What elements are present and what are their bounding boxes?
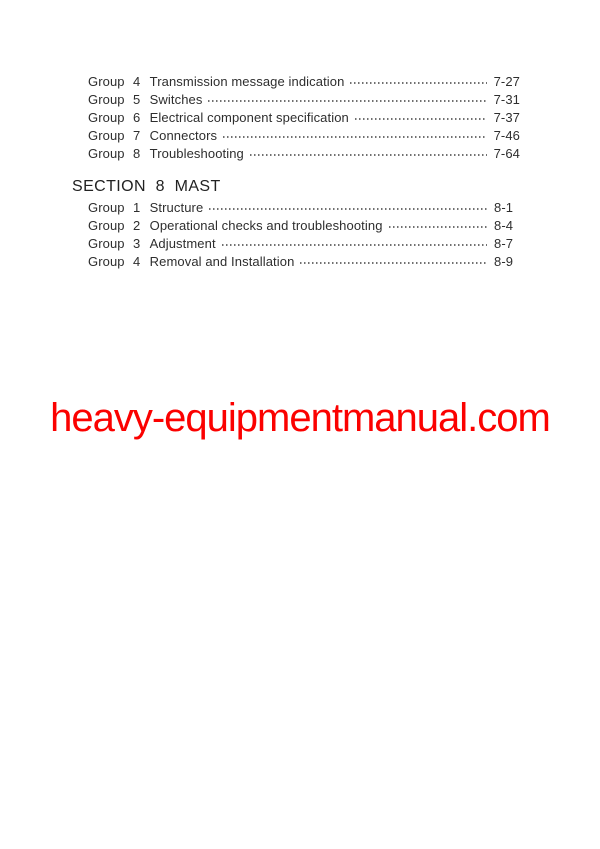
toc-entry: [72, 216, 520, 234]
toc-entry-group-word: Group: [88, 235, 125, 251]
toc-entry: [72, 198, 520, 216]
toc-entry-group-word: Group: [88, 145, 125, 161]
toc-entry-page-number: 7-37: [493, 109, 520, 125]
toc-entry-title: Adjustment: [149, 235, 216, 251]
toc-entry-group-number: 4: [132, 253, 141, 269]
toc-entry-page-number: 8-4: [494, 217, 514, 233]
toc-entry: [72, 126, 520, 144]
toc-entry-group-word: Group: [88, 73, 125, 89]
toc-entry-page-number: 7-27: [493, 73, 520, 89]
toc-entry-group-number: 4: [132, 73, 141, 89]
toc-entry-page-number: 8-9: [494, 253, 514, 269]
toc-entry-group-number: 8: [132, 145, 141, 161]
dot-leader: [389, 226, 487, 228]
toc-entry-page-number: 7-31: [493, 91, 520, 107]
section-8-heading: SECTION 8 MAST: [72, 178, 221, 195]
toc-entry: [72, 72, 520, 90]
table-of-contents: [72, 72, 520, 270]
dot-leader: [250, 154, 487, 156]
section-8-list: [72, 198, 520, 270]
watermark-text: heavy-equipmentmanual.com: [50, 396, 550, 440]
toc-continued-list: [72, 72, 520, 162]
toc-entry: [72, 252, 520, 270]
toc-entry: [72, 90, 520, 108]
toc-entry-group-number: 7: [132, 127, 141, 143]
toc-entry-group-word: Group: [88, 109, 125, 125]
toc-entry-group-word: Group: [88, 127, 125, 143]
toc-entry-group-word: Group: [88, 199, 125, 215]
toc-entry: [72, 144, 520, 162]
toc-entry-page-number: 8-1: [494, 199, 514, 215]
dot-leader: [209, 208, 487, 210]
toc-entry-title: Connectors: [149, 127, 218, 143]
toc-entry-page-number: 7-46: [493, 127, 520, 143]
toc-entry: [72, 234, 520, 252]
dot-leader: [208, 100, 486, 102]
toc-entry-group-word: Group: [88, 253, 125, 269]
toc-entry-group-number: 5: [132, 91, 141, 107]
toc-entry-group-number: 3: [132, 235, 141, 251]
dot-leader: [350, 82, 486, 84]
toc-entry-title: Transmission message indication: [149, 73, 345, 89]
toc-entry-title: Switches: [149, 91, 203, 107]
toc-entry-title: Electrical component specification: [149, 109, 349, 125]
toc-entry-group-number: 6: [132, 109, 141, 125]
toc-entry-title: Operational checks and troubleshooting: [149, 217, 383, 233]
dot-leader: [222, 244, 487, 246]
dot-leader: [355, 118, 487, 120]
dot-leader: [223, 136, 486, 138]
toc-entry-page-number: 8-7: [494, 235, 514, 251]
dot-leader: [300, 262, 487, 264]
toc-entry-title: Removal and Installation: [149, 253, 295, 269]
toc-entry-group-word: Group: [88, 91, 125, 107]
toc-entry-group-word: Group: [88, 217, 125, 233]
toc-entry-group-number: 2: [132, 217, 141, 233]
toc-entry-page-number: 7-64: [493, 145, 520, 161]
toc-entry-title: Structure: [149, 199, 204, 215]
toc-entry-title: Troubleshooting: [149, 145, 244, 161]
toc-entry-group-number: 1: [132, 199, 141, 215]
toc-entry: [72, 108, 520, 126]
